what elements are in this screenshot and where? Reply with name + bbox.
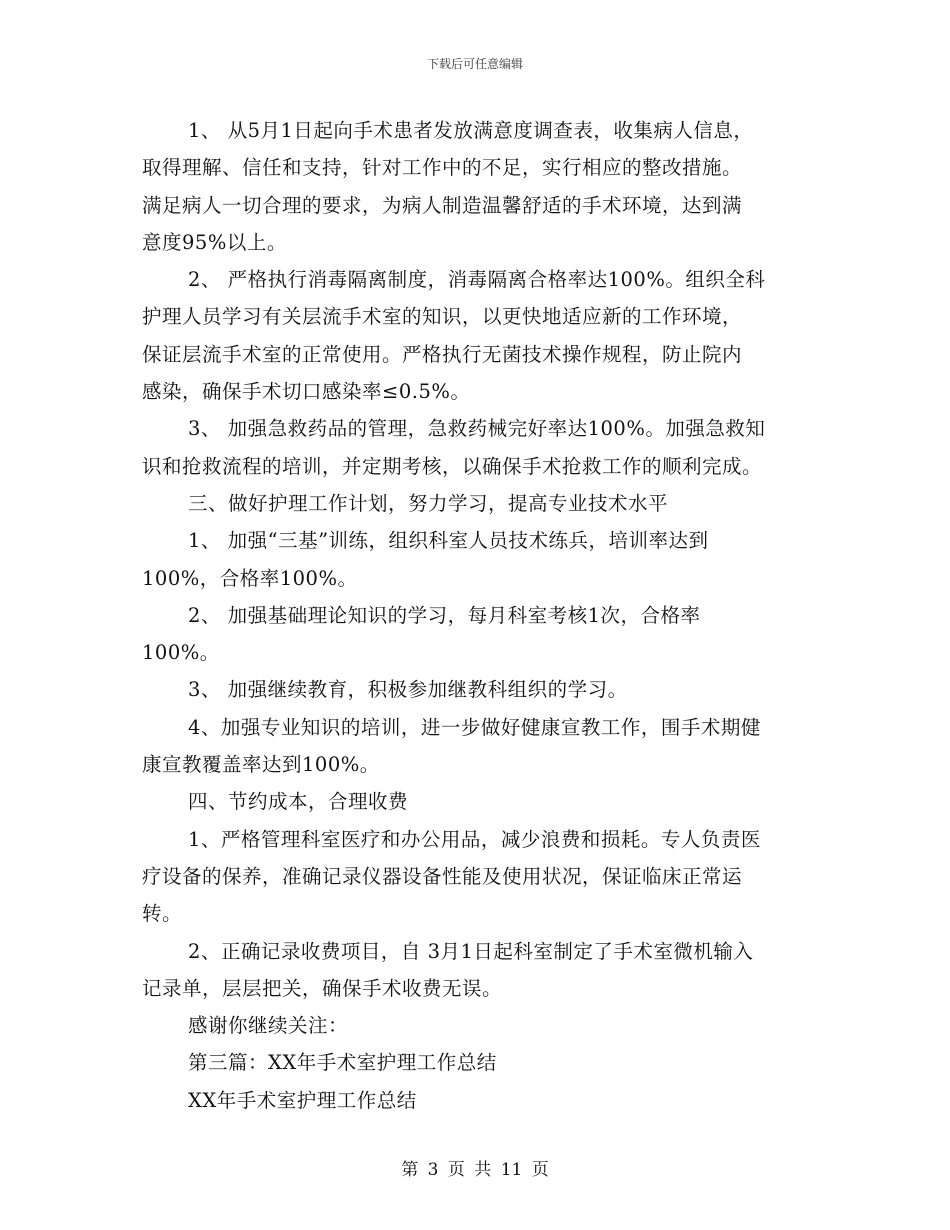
- text-line: 转。: [142, 902, 183, 926]
- text-line: 1、 从5月1日起向手术患者发放满意度调查表，收集病人信息，: [188, 119, 754, 142]
- text-line: 识和抢救流程的培训，并定期考核，以确保手术抢救工作的顺利完成。: [142, 454, 763, 478]
- text-line: 100%。: [142, 641, 220, 665]
- text-line: 四、节约成本，合理收费: [188, 790, 409, 814]
- text-line: 感染，确保手术切口感染率≤0.5%。: [142, 380, 471, 404]
- text-line: 护理人员学习有关层流手术室的知识，以更快地适应新的工作环境，: [142, 305, 743, 329]
- text-line: 满足病人一切合理的要求，为病人制造温馨舒适的手术环境，达到满: [142, 193, 743, 217]
- text-line: 3、 加强继续教育，积极参加继教科组织的学习。: [188, 678, 628, 702]
- document-body: [142, 112, 812, 1119]
- text-line: 三、做好护理工作计划，努力学习，提高专业技术水平: [188, 491, 669, 515]
- text-line: 3、 加强急救药品的管理，急救药械完好率达100%。加强急救知: [188, 417, 766, 441]
- text-line: 记录单，层层把关，确保手术收费无误。: [142, 976, 503, 1000]
- text-line: 保证层流手术室的正常使用。严格执行无菌技术操作规程，防止院内: [142, 342, 743, 366]
- text-line: 100%，合格率100%。: [142, 566, 358, 590]
- page-number: 第 3 页 共 11 页: [401, 1160, 549, 1180]
- text-line: 2、 严格执行消毒隔离制度，消毒隔离合格率达100%。组织全科: [188, 268, 766, 292]
- text-line: 4、加强专业知识的培训，进一步做好健康宣教工作，围手术期健: [188, 715, 761, 739]
- text-line: 意度95%以上。: [142, 230, 287, 254]
- text-line: 疗设备的保养，准确记录仪器设备性能及使用状况，保证临床正常运: [142, 864, 743, 888]
- text-line: 取得理解、信任和支持，针对工作中的不足，实行相应的整改措施。: [142, 156, 743, 180]
- text-line: XX年手术室护理工作总结: [188, 1088, 417, 1112]
- text-line: 2、 加强基础理论知识的学习，每月科室考核1次，合格率: [188, 603, 701, 627]
- text-line: 2、正确记录收费项目，自 3月1日起科室制定了手术室微机输入: [188, 939, 754, 963]
- text-line: 1、严格管理科室医疗和办公用品，减少浪费和损耗。专人负责医: [188, 827, 761, 851]
- text-line: 感谢你继续关注：: [188, 1014, 349, 1038]
- text-line: 1、 加强“三基”训练，组织科室人员技术练兵，培训率达到: [188, 529, 709, 553]
- text-line: 第三篇：XX年手术室护理工作总结: [188, 1051, 497, 1075]
- page-header-note: 下载后可任意编辑: [426, 57, 523, 71]
- text-line: 康宣教覆盖率达到100%。: [142, 753, 380, 777]
